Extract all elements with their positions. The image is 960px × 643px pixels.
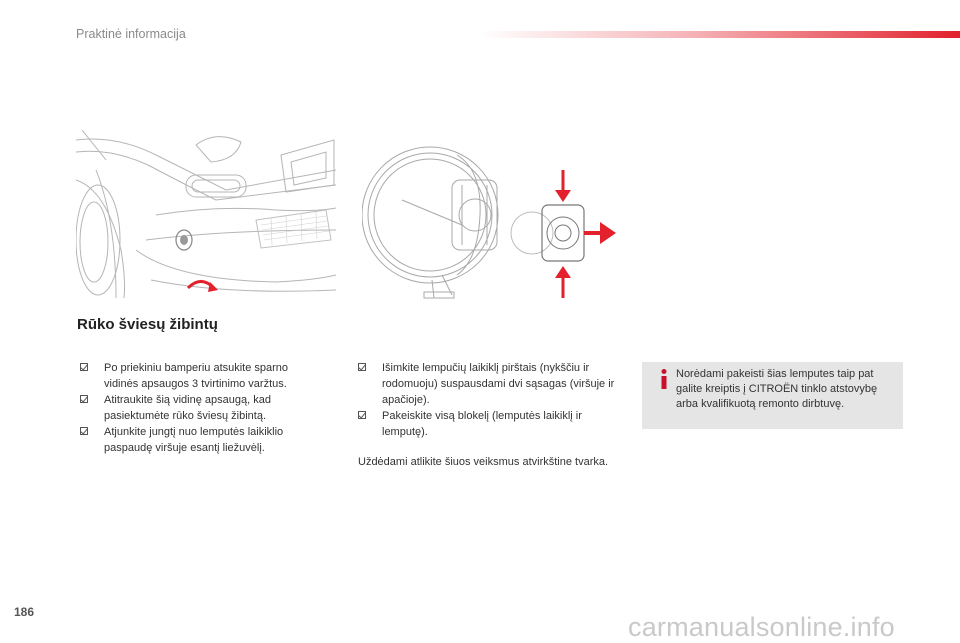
fog-lamp-illustration [362, 130, 620, 305]
instruction-step-text: Atitraukite šią vidinę apsaugą, kad pasiektumėte rūko šviesų žibintą. [104, 394, 271, 422]
instruction-step-text: Po priekiniu bamperiu atsukite sparno vidinės apsaugos 3 tvirtinimo varžtus. [104, 362, 289, 390]
instruction-step-text: Išimkite lempučių laikiklį pirštais (nykščiu ir rodomuoju) suspausdami dvi sąsagas (viršuje ir apačioje). [382, 362, 615, 406]
section-title: Rūko šviesų žibintų [77, 316, 218, 333]
instruction-step [80, 424, 320, 456]
info-box [642, 362, 903, 429]
instruction-step-text: Pakeiskite visą blokelį (lemputės laikiklį ir lemputę). [382, 410, 582, 438]
checkbox-bullet-icon [358, 363, 366, 371]
info-icon [656, 368, 672, 390]
instruction-step [80, 392, 320, 424]
instruction-step [80, 360, 320, 392]
instructions-column-1 [80, 360, 320, 456]
reassembly-note: Uždėdami atlikite šiuos veiksmus atvirkštine tvarka. [358, 456, 609, 468]
info-text: Norėdami pakeisti šias lemputes taip pat galite kreiptis į CITROËN tinklo atstovybę arba kvalifikuotą remonto dirbtuvę. [676, 368, 878, 410]
instruction-step-text: Atjunkite jungtį nuo lemputės laikiklio paspaudę viršuje esantį liežuvėlį. [104, 426, 284, 454]
checkbox-bullet-icon [358, 411, 366, 419]
watermark: carmanualsonline.info [628, 612, 895, 642]
instructions-column-2 [358, 360, 618, 470]
checkbox-bullet-icon [80, 395, 88, 403]
page-number: 186 [14, 605, 35, 619]
instruction-step [358, 408, 618, 440]
header-accent-bar [480, 31, 960, 38]
checkbox-bullet-icon [80, 363, 88, 371]
instruction-step [358, 360, 618, 408]
checkbox-bullet-icon [80, 427, 88, 435]
page-header-title: Praktinė informacija [76, 27, 186, 41]
bumper-illustration [76, 130, 336, 298]
